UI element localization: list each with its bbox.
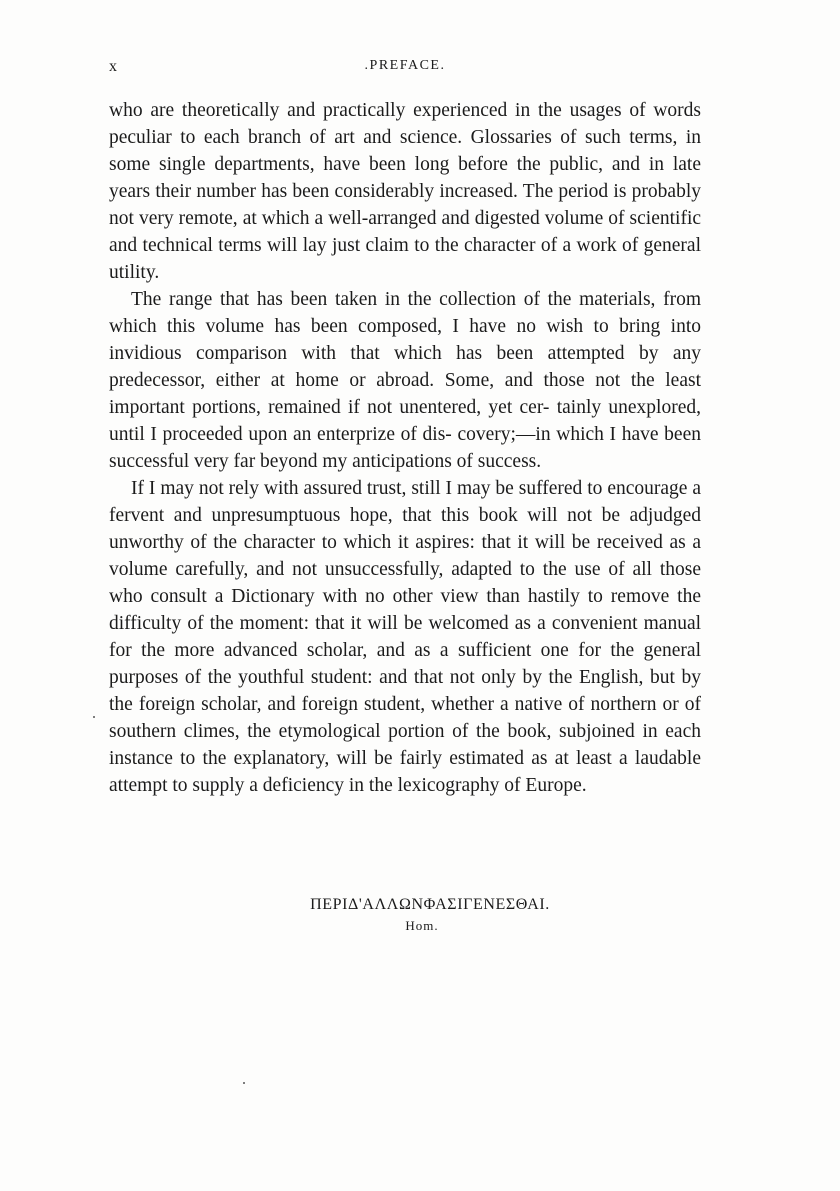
greek-quotation: ΠΕΡΙΔ'ΑΛΛΩΝΦΑΣΙΓΕΝΕΣΘΑΙ.	[310, 896, 550, 913]
print-speck	[93, 716, 95, 718]
text-line: of southern climes, the etymological portion of the book, subjoined	[109, 694, 702, 742]
paragraph-range	[109, 286, 701, 475]
page-number: x	[109, 58, 118, 75]
paragraph-continuation	[109, 97, 701, 286]
text-line: advanced scholar, and as a sufficient one for the general purposes of	[109, 640, 701, 688]
text-line: the least important portions, remained if not unentered, yet cer-	[109, 370, 701, 418]
text-line: If I may not rely with assured trust, still I may be suffered to	[131, 478, 603, 499]
text-line: foreign scholar, and foreign student, whether a native of northern or	[138, 694, 679, 715]
print-speck	[243, 1082, 245, 1084]
text-line: that it will be received as a volume carefully, and not unsuccessfully,	[109, 532, 702, 580]
text-line: from which this volume has been composed, I have no wish to bring	[109, 289, 702, 337]
closing-quotation	[109, 896, 701, 934]
text-line: least a laudable attempt to supply a deficiency in the lexicography	[109, 748, 701, 796]
text-line: that it will be welcomed as a convenient manual for the more	[109, 613, 702, 661]
text-line: and digested volume of scientific and technical terms will lay just	[109, 208, 702, 256]
text-line: encourage a fervent and unpresumptuous hope, that this book will	[109, 478, 702, 526]
text-line: who are theoretically and practically experienced in the usages of	[109, 100, 646, 121]
running-head	[109, 58, 701, 82]
text-line: covery;—in which I have been successful very far beyond my	[109, 424, 701, 472]
text-line: The period is probably not very remote, at which a well-arranged	[109, 181, 701, 229]
text-line: claim to the character of a work of general utility.	[109, 235, 701, 283]
text-line: any predecessor, either at home or abroad. Some, and those not	[109, 343, 701, 391]
running-title: .PREFACE.	[364, 58, 446, 73]
text-line: tainly unexplored, until I proceeded upon an enterprize of dis-	[109, 397, 702, 445]
text-line: other view than hastily to remove the difficulty of the moment:	[109, 586, 701, 634]
text-line: words peculiar to each branch of art and science. Glossaries of such	[109, 100, 701, 148]
text-line: and in late years their number has been considerably increased.	[109, 154, 701, 202]
preface-body	[109, 97, 701, 799]
text-line: The range that has been taken in the collection of the materials,	[131, 289, 656, 310]
text-line: into invidious comparison with that which has been attempted by	[109, 316, 701, 364]
text-line: the youthful student: and that not only by the English, but by the	[109, 667, 701, 715]
paragraph-hope	[109, 475, 701, 799]
text-line: of Europe.	[504, 775, 587, 796]
text-line: in each instance to the explanatory, will be fairly estimated as at	[109, 721, 701, 769]
text-line: anticipations of success.	[352, 451, 542, 472]
quotation-attribution: Hom.	[405, 918, 439, 933]
text-line: not be adjudged unworthy of the character to which it aspires:	[109, 505, 702, 553]
text-line: adapted to the use of all those who consult a Dictionary with no	[109, 559, 701, 607]
text-line: terms, in some single departments, have been long before the public,	[109, 127, 702, 175]
